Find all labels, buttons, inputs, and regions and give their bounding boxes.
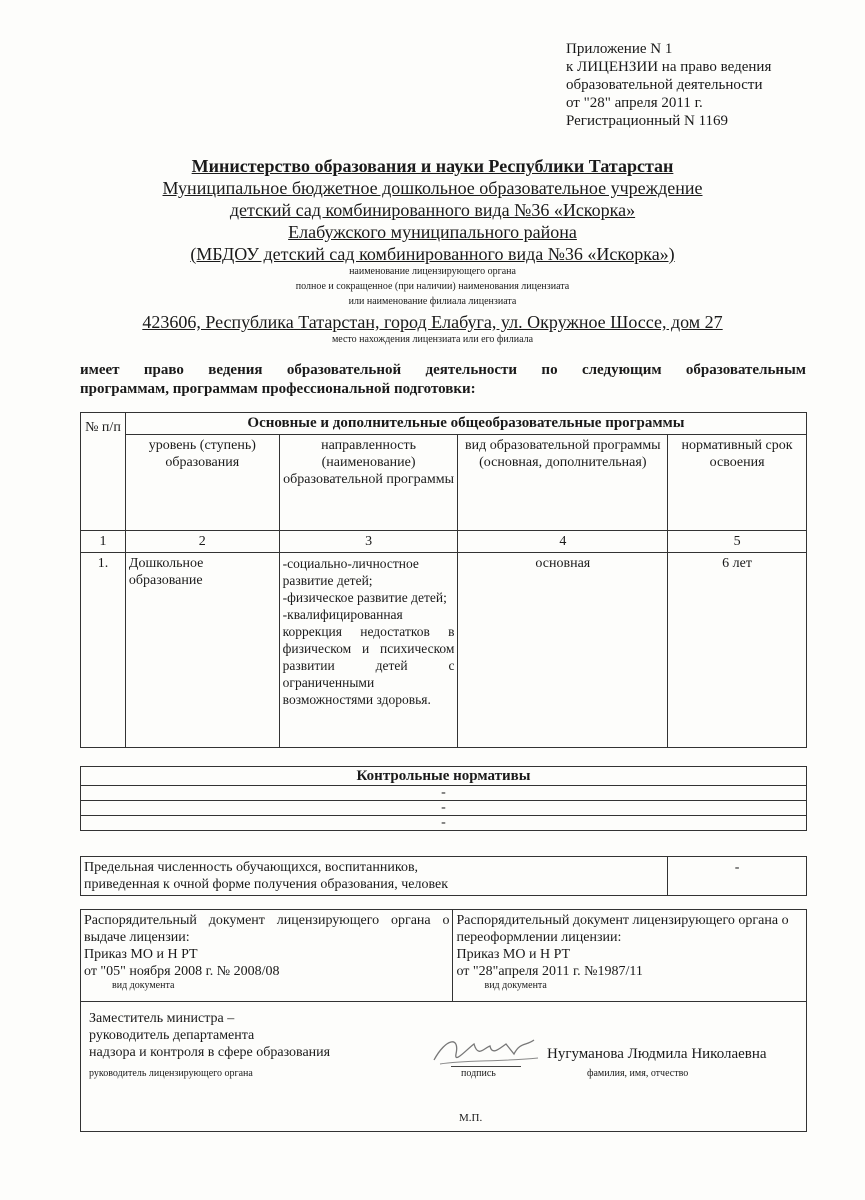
- annex-line: образовательной деятельности: [566, 77, 763, 93]
- annex-line: Приложение N 1: [566, 41, 673, 57]
- signature-line: [451, 1066, 521, 1067]
- control-row: -: [81, 786, 807, 801]
- col-level-header: уровень (ступень) образования: [125, 435, 279, 531]
- issue-document: [81, 910, 453, 1002]
- reissue-caption: вид документа: [484, 980, 547, 991]
- programs-title: Основные и дополнительные общеобразовательные программы: [125, 413, 806, 435]
- limit-text-line: Предельная численность обучающихся, воспитанников,: [84, 860, 419, 875]
- reissue-document: [453, 910, 807, 1002]
- direction-item: -физическое развитие детей;: [282, 590, 447, 605]
- rights-text: программам, программам профессиональной подготовки:: [80, 381, 476, 397]
- col-direction-header: направленность (наименование) образовательной программы: [279, 435, 458, 531]
- documents-table: [80, 909, 807, 1002]
- limit-table: [80, 856, 807, 896]
- issue-caption: вид документа: [112, 980, 175, 991]
- direction-item: -социально-личностное развитие детей;: [282, 556, 419, 588]
- issue-title: Распорядительный документ лицензирующего органа о выдаче лицензии:: [84, 913, 450, 945]
- direction-item: -квалифицированная коррекция недостатков в физическом и психическом развитии детей с ограниченными возможностями здоровья.: [282, 607, 455, 707]
- rights-text: имеет право ведения образовательной деятельности по следующим образовательным: [80, 362, 806, 378]
- head-caption: руководитель лицензирующего органа: [89, 1068, 253, 1079]
- row-number: 1.: [81, 553, 126, 748]
- reissue-order: Приказ МО и Н РТ: [456, 947, 571, 962]
- issue-order: Приказ МО и Н РТ: [84, 947, 198, 962]
- annex-line: от "28" апреля 2011 г.: [566, 95, 703, 111]
- table-row: [81, 553, 807, 748]
- annex-line: Регистрационный N 1169: [566, 113, 729, 129]
- org-name-line: Елабужского муниципального района: [288, 222, 577, 242]
- row-term: 6 лет: [668, 553, 807, 748]
- caption: или наименование филиала лицензиата: [348, 296, 517, 307]
- sign-caption: подпись: [461, 1068, 496, 1079]
- ministry-title: Министерство образования и науки Республики Татарстан: [191, 156, 674, 176]
- col-term-header: нормативный срок освоения: [668, 435, 807, 531]
- col-number: 2: [125, 531, 279, 553]
- col-number: 1: [81, 531, 126, 553]
- row-direction: [279, 553, 458, 748]
- limit-value: -: [668, 857, 807, 896]
- org-name-line: Муниципальное бюджетное дошкольное образовательное учреждение: [162, 178, 703, 198]
- name-caption: фамилия, имя, отчество: [587, 1068, 689, 1079]
- reissue-title: Распорядительный документ лицензирующего органа о переоформлении лицензии:: [456, 913, 789, 945]
- control-title: Контрольные нормативы: [81, 767, 807, 786]
- control-norms-table: [80, 766, 807, 831]
- control-row: -: [81, 816, 807, 831]
- limit-text-line: приведенная к очной форме получения образования, человек: [84, 877, 449, 892]
- signatory-title-line: Заместитель министра –: [89, 1011, 235, 1026]
- caption: полное и сокращенное (при наличии) наименования лицензиата: [295, 281, 570, 292]
- num-header: № п/п: [81, 413, 126, 531]
- row-level: Дошкольное образование: [125, 553, 279, 748]
- address: 423606, Республика Татарстан, город Елабуга, ул. Окружное Шоссе, дом 27: [142, 312, 723, 332]
- caption: наименование лицензирующего органа: [349, 266, 516, 277]
- signatory-title-line: надзора и контроля в сфере образования: [89, 1045, 331, 1060]
- col-number: 4: [458, 531, 668, 553]
- limit-text: [81, 857, 668, 896]
- signatory-name: Нугуманова Людмила Николаевна: [547, 1046, 767, 1062]
- signatory-block: [80, 1002, 807, 1132]
- annex-line: к ЛИЦЕНЗИИ на право ведения: [566, 59, 772, 75]
- reissue-date: от "28"апреля 2011 г. №1987/11: [456, 964, 643, 979]
- issue-date: от "05" ноября 2008 г. № 2008/08: [84, 964, 280, 979]
- col-number: 3: [279, 531, 458, 553]
- programs-table: [80, 412, 807, 748]
- annex-block: [566, 40, 771, 130]
- stamp-place: М.П.: [459, 1112, 483, 1124]
- address-caption: место нахождения лицензиата или его филиала: [331, 334, 534, 345]
- col-type-header: вид образовательной программы (основная, дополнительная): [458, 435, 668, 531]
- org-name-line: детский сад комбинированного вида №36 «Искорка»: [229, 200, 636, 220]
- control-row: -: [81, 801, 807, 816]
- org-short-name: (МБДОУ детский сад комбинированного вида №36 «Искорка»): [190, 244, 675, 264]
- col-number: 5: [668, 531, 807, 553]
- row-type: основная: [458, 553, 668, 748]
- signatory-title: [89, 1010, 330, 1061]
- signatory-title-line: руководитель департамента: [89, 1028, 255, 1043]
